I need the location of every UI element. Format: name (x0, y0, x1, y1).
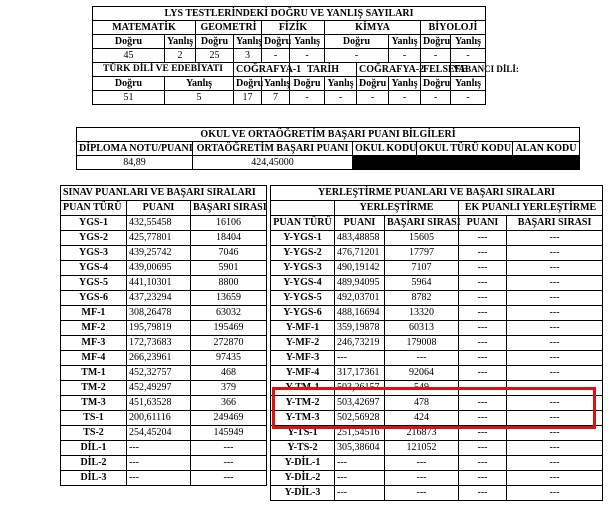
subject-header: GEOMETRİ (196, 21, 262, 35)
value-cell: --- (507, 426, 603, 441)
value-cell: 452,32757 (127, 366, 191, 381)
value-cell: 488,16694 (335, 306, 385, 321)
value-cell: 5964 (385, 276, 459, 291)
value-cell: 503,42697 (335, 396, 385, 411)
diploma-value: 84,89 (77, 156, 193, 170)
puan-turu-cell: YGS-5 (61, 276, 127, 291)
value-cell: 5901 (191, 261, 267, 276)
yanlis-label: Yanlış (325, 77, 357, 91)
puan-turu-cell: YGS-1 (61, 216, 127, 231)
dogru-label: Doğru (357, 77, 389, 91)
value-cell: 13659 (191, 291, 267, 306)
value-cell: --- (507, 411, 603, 426)
table-row (61, 366, 267, 381)
table-row (61, 291, 267, 306)
value-cell: 121052 (385, 441, 459, 456)
value-cell: 439,25742 (127, 246, 191, 261)
okul-title: OKUL VE ORTAÖĞRETİM BAŞARI PUANI BİLGİLERİ (77, 128, 580, 142)
value-cell: 451,63528 (127, 396, 191, 411)
value-cell: --- (507, 306, 603, 321)
okul-kodu-header: OKUL KODU (353, 142, 417, 156)
yerlestirme-rows (271, 231, 603, 501)
score-cell: 45 (93, 49, 165, 63)
value-cell: 254,45204 (127, 426, 191, 441)
yerlestirme-subheader: YERLEŞTİRME (335, 201, 459, 216)
table-row (61, 411, 267, 426)
value-cell: 97435 (191, 351, 267, 366)
score-cell: 2 (165, 49, 196, 63)
okul-turu-redacted (417, 156, 513, 170)
value-cell: 439,00695 (127, 261, 191, 276)
value-cell: --- (507, 261, 603, 276)
okul-table (76, 127, 580, 170)
value-cell: 503,26157 (335, 381, 385, 396)
score-cell: - (290, 91, 325, 105)
dogru-label: Doğru (325, 35, 389, 49)
score-cell: - (451, 91, 486, 105)
value-cell: 549 (385, 381, 459, 396)
score-cell: - (389, 91, 421, 105)
table-row (271, 366, 603, 381)
value-cell: 432,55458 (127, 216, 191, 231)
score-cell: 5 (165, 91, 234, 105)
subject-header: YABANCI DİLİ: (451, 63, 486, 77)
yanlis-label: Yanlış (389, 35, 421, 49)
value-cell: --- (459, 381, 507, 396)
value-cell: 92064 (385, 366, 459, 381)
table-row (271, 396, 603, 411)
puan-turu-cell: Y-MF-3 (271, 351, 335, 366)
value-cell: 13320 (385, 306, 459, 321)
value-cell: 60313 (385, 321, 459, 336)
dogru-label: Doğru (93, 77, 165, 91)
okul-kodu-redacted (353, 156, 417, 170)
value-cell: 63032 (191, 306, 267, 321)
subject-header: FİZİK (262, 21, 325, 35)
value-cell: --- (459, 411, 507, 426)
puan-turu-cell: Y-MF-4 (271, 366, 335, 381)
table-row (271, 246, 603, 261)
value-cell: 366 (191, 396, 267, 411)
value-cell: --- (459, 441, 507, 456)
table-row (271, 276, 603, 291)
table-row (61, 351, 267, 366)
table-row (61, 321, 267, 336)
value-cell: --- (385, 471, 459, 486)
puan-turu-cell: TM-3 (61, 396, 127, 411)
value-cell: 8782 (385, 291, 459, 306)
table-row (61, 306, 267, 321)
table-row (61, 246, 267, 261)
alan-kodu-header: ALAN KODU (513, 142, 580, 156)
value-cell: --- (127, 441, 191, 456)
table-row (61, 231, 267, 246)
ek-puanli-subheader: EK PUANLI YERLEŞTİRME (459, 201, 603, 216)
value-cell: --- (127, 471, 191, 486)
puan-turu-header: PUAN TÜRÜ (271, 216, 335, 231)
table-row (61, 396, 267, 411)
table-row (271, 291, 603, 306)
score-cell: - (357, 91, 389, 105)
score-cell: 7 (262, 91, 290, 105)
value-cell: --- (459, 456, 507, 471)
table-row (271, 471, 603, 486)
puan-turu-cell: YGS-3 (61, 246, 127, 261)
value-cell: 483,48858 (335, 231, 385, 246)
puan-turu-header: PUAN TÜRÜ (61, 201, 127, 216)
dogru-label: Doğru (290, 77, 325, 91)
puan-turu-cell: YGS-4 (61, 261, 127, 276)
puan-turu-cell: TS-2 (61, 426, 127, 441)
obp-header: ORTAÖĞRETİM BAŞARI PUANI (193, 142, 353, 156)
value-cell: --- (459, 336, 507, 351)
score-cell: - (389, 49, 421, 63)
dogru-label: Doğru (196, 35, 234, 49)
yerlestirme-title: YERLEŞTİRME PUANLARI VE BAŞARI SIRALARI (271, 186, 603, 201)
value-cell: --- (507, 366, 603, 381)
value-cell: --- (459, 306, 507, 321)
puan-turu-cell: Y-TM-1 (271, 381, 335, 396)
puan-turu-cell: DİL-2 (61, 456, 127, 471)
value-cell: 272870 (191, 336, 267, 351)
yanlis-label: Yanlış (389, 77, 421, 91)
basari-sirasi-header: BAŞARI SIRASI (191, 201, 267, 216)
value-cell: --- (191, 441, 267, 456)
value-cell: --- (507, 441, 603, 456)
puan-turu-cell: YGS-2 (61, 231, 127, 246)
table-row (271, 486, 603, 501)
puan-turu-cell: TS-1 (61, 411, 127, 426)
subject-header: MATEMATİK (93, 21, 196, 35)
yanlis-label: Yanlış (234, 35, 262, 49)
table-row (61, 216, 267, 231)
dogru-label: Doğru (262, 35, 290, 49)
value-cell: 476,71201 (335, 246, 385, 261)
score-cell: 17 (234, 91, 262, 105)
table-row (271, 261, 603, 276)
value-cell: 195469 (191, 321, 267, 336)
value-cell: --- (507, 336, 603, 351)
value-cell: --- (459, 246, 507, 261)
value-cell: --- (507, 396, 603, 411)
value-cell: 7046 (191, 246, 267, 261)
score-cell: 3 (234, 49, 262, 63)
puan-turu-cell: DİL-1 (61, 441, 127, 456)
value-cell: 468 (191, 366, 267, 381)
table-row (271, 336, 603, 351)
value-cell: --- (507, 351, 603, 366)
value-cell: 16106 (191, 216, 267, 231)
puan-turu-cell: TM-1 (61, 366, 127, 381)
puan-turu-cell: Y-TM-3 (271, 411, 335, 426)
value-cell: 308,26478 (127, 306, 191, 321)
value-cell: 437,23294 (127, 291, 191, 306)
value-cell: --- (459, 291, 507, 306)
value-cell: --- (507, 456, 603, 471)
puan-turu-cell: MF-1 (61, 306, 127, 321)
subject-header: TÜRK DİLİ VE EDEBİYATI (93, 63, 234, 77)
value-cell: --- (459, 321, 507, 336)
puan-turu-cell: MF-2 (61, 321, 127, 336)
ek-puani-header: PUANI (459, 216, 507, 231)
table-row (271, 306, 603, 321)
value-cell: 441,10301 (127, 276, 191, 291)
value-cell: --- (507, 486, 603, 501)
sinav-title: SINAV PUANLARI VE BAŞARI SIRALARI (61, 186, 267, 201)
value-cell: 490,19142 (335, 261, 385, 276)
yanlis-label: Yanlış (290, 35, 325, 49)
puan-turu-cell: Y-YGS-4 (271, 276, 335, 291)
value-cell: --- (459, 366, 507, 381)
table-row (61, 261, 267, 276)
table-row (271, 441, 603, 456)
table-row (61, 471, 267, 486)
value-cell: 266,23961 (127, 351, 191, 366)
puan-turu-cell: Y-TS-1 (271, 426, 335, 441)
puan-turu-cell: Y-DİL-1 (271, 456, 335, 471)
table-row (271, 231, 603, 246)
value-cell: 15605 (385, 231, 459, 246)
lys-title: LYS TESTLERİNDEKİ DOĞRU VE YANLIŞ SAYILARI (93, 7, 486, 21)
diploma-header: DİPLOMA NOTU/PUANI (77, 142, 193, 156)
score-cell: - (325, 49, 389, 63)
value-cell: --- (335, 456, 385, 471)
yanlis-label: Yanlış (165, 35, 196, 49)
value-cell: --- (459, 426, 507, 441)
value-cell: 305,38604 (335, 441, 385, 456)
score-cell: - (325, 91, 357, 105)
table-row (61, 276, 267, 291)
score-cell: - (262, 49, 290, 63)
value-cell: --- (507, 381, 603, 396)
value-cell: 18404 (191, 231, 267, 246)
puan-turu-cell: Y-YGS-6 (271, 306, 335, 321)
alan-kodu-redacted (513, 156, 580, 170)
puan-turu-cell: Y-YGS-1 (271, 231, 335, 246)
table-row (271, 456, 603, 471)
subject-header: BİYOLOJİ (421, 21, 486, 35)
puan-turu-cell: MF-3 (61, 336, 127, 351)
puan-turu-cell: Y-DİL-3 (271, 486, 335, 501)
yanlis-label: Yanlış (451, 35, 486, 49)
yanlis-label: Yanlış (165, 77, 234, 91)
value-cell: --- (507, 321, 603, 336)
value-cell: --- (459, 276, 507, 291)
subject-header: TARİH (290, 63, 357, 77)
score-cell: 25 (196, 49, 234, 63)
value-cell: --- (335, 471, 385, 486)
value-cell: --- (127, 456, 191, 471)
puani-header: PUANI (335, 216, 385, 231)
value-cell: --- (385, 351, 459, 366)
puan-turu-cell: Y-MF-1 (271, 321, 335, 336)
obp-value: 424,45000 (193, 156, 353, 170)
value-cell: --- (507, 246, 603, 261)
puan-turu-cell: DİL-3 (61, 471, 127, 486)
table-row (271, 381, 603, 396)
puan-turu-cell: TM-2 (61, 381, 127, 396)
value-cell: 17797 (385, 246, 459, 261)
value-cell: 359,19878 (335, 321, 385, 336)
lys-table (92, 6, 519, 105)
value-cell: 379 (191, 381, 267, 396)
puan-turu-cell: MF-4 (61, 351, 127, 366)
table-row (271, 411, 603, 426)
value-cell: 7107 (385, 261, 459, 276)
value-cell: --- (459, 486, 507, 501)
ek-basari-sirasi-header: BAŞARI SIRASI (507, 216, 603, 231)
value-cell: 172,73683 (127, 336, 191, 351)
score-cell: - (421, 49, 451, 63)
basari-sirasi-header: BAŞARI SIRASI (385, 216, 459, 231)
value-cell: 424 (385, 411, 459, 426)
dogru-label: Doğru (234, 77, 262, 91)
subject-header: FELSEFE (421, 63, 451, 77)
table-row (61, 336, 267, 351)
value-cell: 8800 (191, 276, 267, 291)
value-cell: --- (385, 456, 459, 471)
score-cell: - (290, 49, 325, 63)
value-cell: --- (385, 486, 459, 501)
table-row (61, 426, 267, 441)
value-cell: 216873 (385, 426, 459, 441)
table-row (271, 321, 603, 336)
subject-header: COĞRAFYA-1 (234, 63, 290, 77)
value-cell: --- (191, 471, 267, 486)
puan-turu-cell: YGS-6 (61, 291, 127, 306)
value-cell: 492,03701 (335, 291, 385, 306)
table-row (271, 351, 603, 366)
value-cell: --- (459, 351, 507, 366)
score-cell: - (451, 49, 486, 63)
value-cell: 489,94095 (335, 276, 385, 291)
subject-header: COĞRAFYA-2 (357, 63, 421, 77)
table-row (61, 441, 267, 456)
puan-turu-cell: Y-TS-2 (271, 441, 335, 456)
value-cell: 478 (385, 396, 459, 411)
value-cell: --- (459, 396, 507, 411)
yanlis-label: Yanlış (262, 77, 290, 91)
score-cell: 51 (93, 91, 165, 105)
dogru-label: Doğru (421, 77, 451, 91)
yerlestirme-table (270, 185, 603, 501)
value-cell: 317,17361 (335, 366, 385, 381)
value-cell: --- (507, 471, 603, 486)
value-cell: 425,77801 (127, 231, 191, 246)
value-cell: 246,73219 (335, 336, 385, 351)
puan-turu-cell: Y-DİL-2 (271, 471, 335, 486)
sinav-table (60, 185, 267, 486)
subject-header: KİMYA (325, 21, 421, 35)
value-cell: 179008 (385, 336, 459, 351)
puan-turu-cell: Y-YGS-5 (271, 291, 335, 306)
table-row (61, 381, 267, 396)
value-cell: 200,61116 (127, 411, 191, 426)
value-cell: --- (459, 471, 507, 486)
table-row (61, 456, 267, 471)
value-cell: --- (459, 231, 507, 246)
table-row (271, 426, 603, 441)
puan-turu-cell: Y-MF-2 (271, 336, 335, 351)
sinav-rows (61, 216, 267, 486)
value-cell: --- (335, 351, 385, 366)
score-cell: - (421, 91, 451, 105)
value-cell: --- (507, 291, 603, 306)
value-cell: --- (459, 261, 507, 276)
value-cell: 251,54516 (335, 426, 385, 441)
puan-turu-cell: Y-TM-2 (271, 396, 335, 411)
value-cell: --- (507, 276, 603, 291)
value-cell: --- (191, 456, 267, 471)
puan-turu-cell: Y-YGS-2 (271, 246, 335, 261)
value-cell: 502,56928 (335, 411, 385, 426)
value-cell: --- (335, 486, 385, 501)
yanlis-label: Yanlış (451, 77, 486, 91)
puani-header: PUANI (127, 201, 191, 216)
empty-cell (271, 201, 335, 216)
okul-turu-header: OKUL TÜRÜ KODU (417, 142, 513, 156)
dogru-label: Doğru (421, 35, 451, 49)
dogru-label: Doğru (93, 35, 165, 49)
value-cell: 145949 (191, 426, 267, 441)
value-cell: 195,79819 (127, 321, 191, 336)
value-cell: --- (507, 231, 603, 246)
value-cell: 452,49297 (127, 381, 191, 396)
value-cell: 249469 (191, 411, 267, 426)
puan-turu-cell: Y-YGS-3 (271, 261, 335, 276)
